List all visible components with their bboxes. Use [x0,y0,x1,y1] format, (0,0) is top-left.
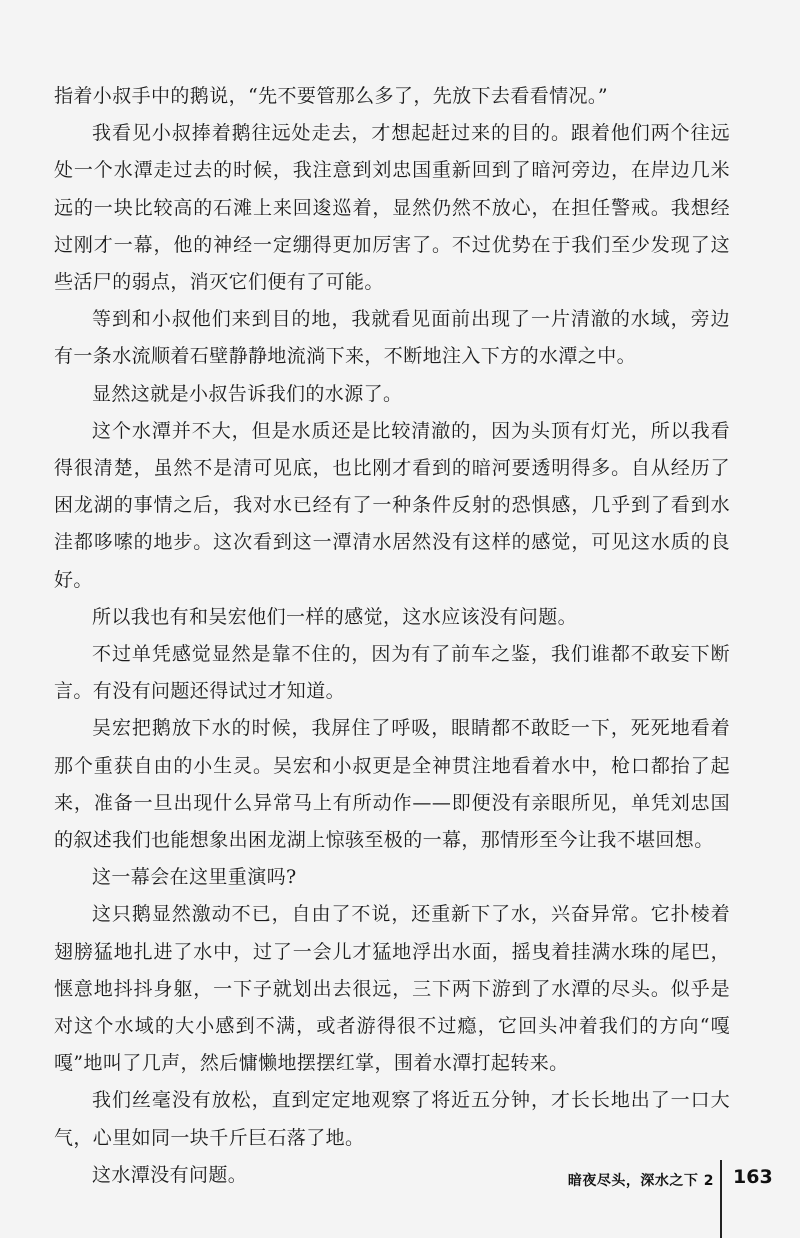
page-footer [0,1160,800,1238]
paragraph-5: 这个水潭并不大，但是水质还是比较清澈的，因为头顶有灯光，所以我看得很清楚，虽然不是清可见底，也比刚才看到的暗河要透明得多。自从经历了困龙湖的事情之后，我对水已经有了一种条件反射的恐惧感，几乎到了看到水洼都哆嗦的地步。这次看到这一潭清水居然没有这样的感觉，可见这水质的良好。 [54,419,730,591]
footer-divider [720,1160,722,1238]
paragraph-9: 这一幕会在这里重演吗? [92,866,297,889]
paragraph-2: 我看见小叔捧着鹅往远处走去，才想起赶过来的目的。跟着他们两个往远处一个水潭走过去的时候，我注意到刘忠国重新回到了暗河旁边，在岸边几米远的一块比较高的石滩上来回逡巡着，显然仍然不放心，在担任警戒。我想经过刚才一幕，他的神经一定绷得更加厉害了。不过优势在于我们至少发现了这些活尸的弱点，消灭它们便有了可能。 [54,122,730,294]
page-number: 163 [733,1166,773,1188]
paragraph-8: 吴宏把鹅放下水的时候，我屏住了呼吸，眼睛都不敢眨一下，死死地看着那个重获自由的小生灵。吴宏和小叔更是全神贯注地看着水中，枪口都抬了起来，准备一旦出现什么异常马上有所动作——即便没有亲眼所见，单凭刘忠国的叙述我们也能想象出困龙湖上惊骇至极的一幕，那情形至今让我不堪回想。 [54,717,730,852]
paragraph-7: 不过单凭感觉显然是靠不住的，因为有了前车之鉴，我们谁都不敢妄下断言。有没有问题还得试过才知道。 [54,643,730,703]
paragraph-6: 所以我也有和吴宏他们一样的感觉，这水应该没有问题。 [92,605,578,628]
running-title: 暗夜尽头，深水之下 2 [567,1173,714,1189]
paragraph-12: 这水潭没有问题。 [92,1163,248,1186]
paragraph-3: 等到和小叔他们来到目的地，我就看见面前出现了一片清澈的水域，旁边有一条水流顺着石壁静静地流淌下来，不断地注入下方的水潭之中。 [54,308,730,368]
body-text [54,78,730,1194]
paragraph-11: 我们丝毫没有放松，直到定定地观察了将近五分钟，才长长地出了一口大气，心里如同一块千斤巨石落了地。 [54,1089,730,1149]
paragraph-1: 指着小叔手中的鹅说，“先不要管那么多了，先放下去看看情况。” [54,85,608,107]
paragraph-10: 这只鹅显然激动不已，自由了不说，还重新下了水，兴奋异常。它扑棱着翅膀猛地扎进了水中，过了一会儿才猛地浮出水面，摇曳着挂满水珠的尾巴，惬意地抖抖身躯，一下子就划出去很远，三下两下游到了水潭的尽头。似乎是对这个水域的大小感到不满，或者游得很不过瘾，它回头冲着我们的方向“嘎嘎”地叫了几声，然后慵懒地摆摆红掌，围着水潭打起转来。 [54,903,730,1075]
paragraph-4: 显然这就是小叔告诉我们的水源了。 [92,382,403,405]
